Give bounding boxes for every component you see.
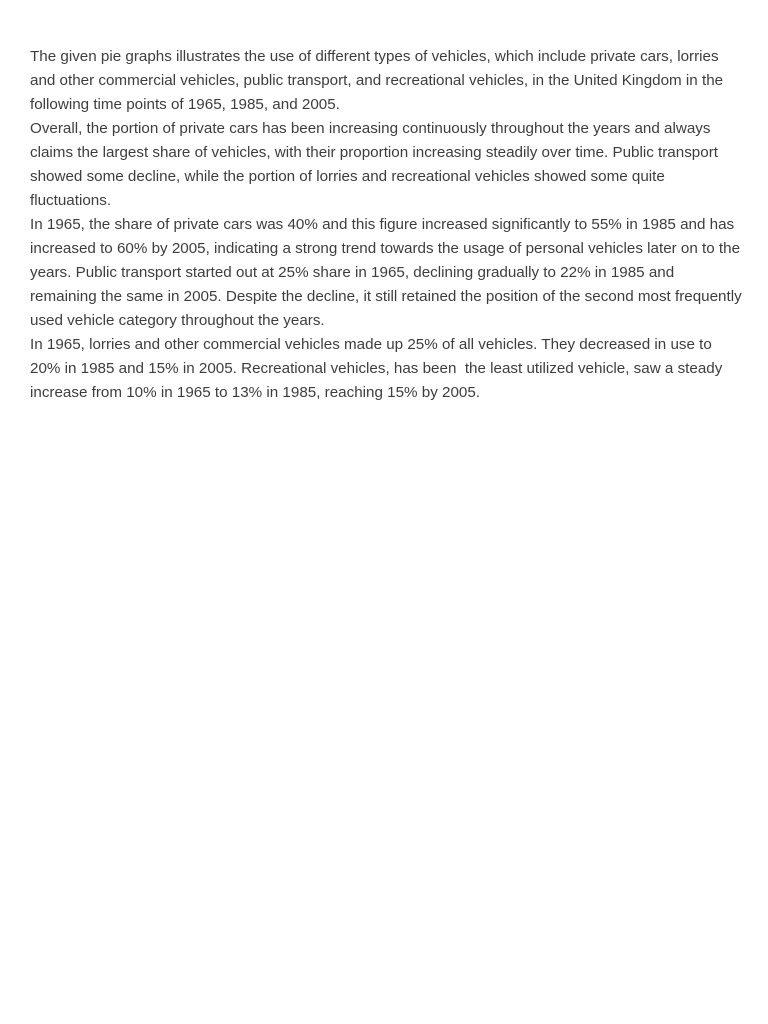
paragraph-overview: Overall, the portion of private cars has been increasing continuously throughout the years and always claims the largest share of vehicles, with their proportion increasing steadily over time. Public transport showed some decline, while the portion of lorries and recreational vehicles showed some quite fluctuations. [30,120,723,209]
document-body [30,45,746,405]
paragraph-lorries-and-recreational: In 1965, lorries and other commercial vehicles made up 25% of all vehicles. They decreased in use to 20% in 1985 and 15% in 2005. Recreational vehicles, has been the least utilized vehicle, saw a steady increase from 10% in 1965 to 13% in 1985, reaching 15% by 2005. [30,336,727,401]
paragraph-cars-and-public-transport: In 1965, the share of private cars was 40% and this figure increased significantly to 55% in 1985 and has increased to 60% by 2005, indicating a strong trend towards the usage of personal vehicles later on to the years. Public transport started out at 25% share in 1965, declining gradually to 22% in 1985 and remaining the same in 2005. Despite the decline, it still retained the position of the second most frequently used vehicle category throughout the years. [30,216,746,329]
paragraph-intro: The given pie graphs illustrates the use of different types of vehicles, which include private cars, lorries and other commercial vehicles, public transport, and recreational vehicles, in the United Kingdom in the following time points of 1965, 1985, and 2005. [30,48,728,113]
